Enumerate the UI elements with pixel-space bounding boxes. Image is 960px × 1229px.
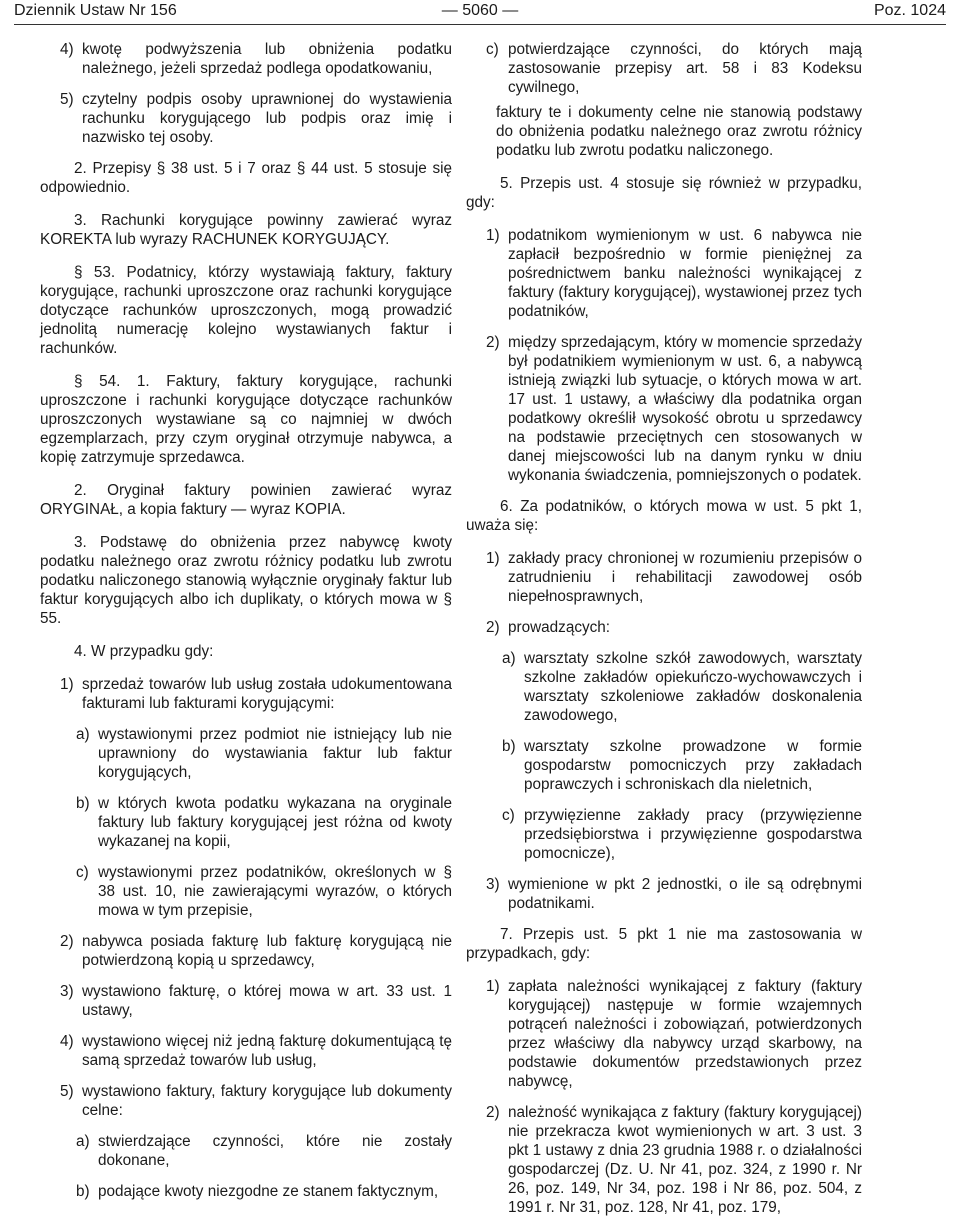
list-subitem: b) podające kwoty niezgodne ze stanem faktycznym, (76, 1183, 439, 1200)
paragraph: 4. W przypadku gdy: (74, 643, 214, 660)
paragraph-section-53: § 53. Podatnicy, którzy wystawiają faktury, faktury korygujące, rachunki uproszczone oraz rachunki korygujące dotyczące rachunków uproszczonych, mogą prowadzić jednolitą numerację kolejno wystawianych faktur i rachunków. (40, 264, 452, 357)
list-subitem: a) stwierdzające czynności, które nie zostały dokonane, (76, 1133, 452, 1169)
paragraph: 7. Przepis ust. 5 pkt 1 nie ma zastosowania w przypadkach, gdy: (466, 926, 862, 962)
list-item: 1) zapłata należności wynikającej z faktury (faktury korygującej) następuje w formie wzajemnych potrąceń należności i zobowiązań, potwierdzonych przez właściwy dla nabywcy urząd skarbowy, na podstawie dokumentów przedstawionych przez nabywcę, (486, 978, 862, 1090)
right-column (466, 40, 862, 1229)
paragraph: faktury te i dokumenty celne nie stanowią podstawy do obniżenia podatku należnego oraz zwrotu różnicy podatku lub zwrotu podatku naliczonego. (496, 104, 862, 159)
paragraph-section-54: § 54. 1. Faktury, faktury korygujące, rachunki uproszczone i rachunki korygujące dotyczące rachunków uproszczonych wystawiane są co najmniej w dwóch egzemplarzach, przy czym oryginał otrzymuje nabywca, a kopię zatrzymuje sprzedawca. (40, 373, 452, 466)
page-header (14, 0, 946, 26)
list-subitem: c) wystawionymi przez podatników, określonych w § 38 ust. 10, nie zawierającymi wyrazów, o których mowa w tym przepisie, (76, 864, 452, 919)
list-item: 2) między sprzedającym, który w momencie sprzedaży był podatnikiem wymienionym w ust. 6, a nabywcą istnieją związki lub sytuacje, o których mowa w art. 17 ust. 1 ustawy, a właściwy dla podatnika organ podatkowy określił wysokość obrotu u sprzedawcy na podstawie przeciętnych cen stosowanych w danej miejscowości lub na danym rynku w dniu wykonania świadczenia, pomniejszonych o podatek. (486, 334, 862, 484)
left-column (40, 40, 452, 1213)
list-item: 2) nabywca posiada fakturę lub fakturę korygującą nie potwierdzoną kopią u sprzedawcy, (60, 933, 452, 969)
paragraph: 6. Za podatników, o których mowa w ust. 5 pkt 1, uważa się: (466, 498, 862, 534)
list-item: 3) wymienione w pkt 2 jednostki, o ile są odrębnymi podatnikami. (486, 876, 862, 912)
list-subitem: b) w których kwota podatku wykazana na oryginale faktury lub faktury korygującej jest różna od kwoty wykazanej na kopii, (76, 795, 452, 850)
item-number: Poz. 1024 (873, 2, 946, 19)
list-subitem: c) potwierdzające czynności, do których mają zastosowanie przepisy art. 58 i 83 Kodeksu cywilnego, (486, 41, 862, 96)
list-item: 5) wystawiono faktury, faktury korygujące lub dokumenty celne: (60, 1083, 452, 1119)
journal-title: Dziennik Ustaw Nr 156 (14, 2, 177, 19)
list-item: 1) podatnikom wymienionym w ust. 6 nabywca nie zapłacił bezpośrednio w formie pieniężnej za pośrednictwem banku należności wynikającej z faktury (faktury korygującej), wystawionej przez tych podatników, (486, 227, 862, 320)
list-item: 3) wystawiono fakturę, o której mowa w art. 33 ust. 1 ustawy, (60, 983, 452, 1019)
list-subitem: b) warsztaty szkolne prowadzone w formie gospodarstw pomocniczych przy zakładach poprawczych i schroniskach dla nieletnich, (502, 738, 862, 793)
list-item: 1) sprzedaż towarów lub usług została udokumentowana fakturami lub fakturami korygującymi: (60, 676, 452, 712)
paragraph: 2. Oryginał faktury powinien zawierać wyraz ORYGINAŁ, a kopia faktury — wyraz KOPIA. (40, 482, 452, 518)
list-item: 4) kwotę podwyższenia lub obniżenia podatku należnego, jeżeli sprzedaż podlega opodatkowaniu, (60, 41, 452, 77)
paragraph: 2. Przepisy § 38 ust. 5 i 7 oraz § 44 ust. 5 stosuje się odpowiednio. (40, 160, 452, 196)
paragraph: 3. Podstawę do obniżenia przez nabywcę kwoty podatku należnego oraz zwrotu różnicy podatku lub zwrotu podatku naliczonego stanowią wyłącznie oryginały faktur lub faktur korygujących albo ich duplikaty, o których mowa w § 55. (40, 534, 452, 627)
list-item: 1) zakłady pracy chronionej w rozumieniu przepisów o zatrudnieniu i rehabilitacji zawodowej osób niepełnosprawnych, (486, 550, 862, 605)
list-subitem: a) warsztaty szkolne szkół zawodowych, warsztaty szkolne zakładów opiekuńczo-wychowawczych i warsztaty szkoleniowe zakładów doskonalenia zawodowego, (502, 650, 862, 724)
list-item: 2) należność wynikająca z faktury (faktury korygującej) nie przekracza kwot wymienionych w art. 3 ust. 3 pkt 1 ustawy z dnia 23 grudnia 1988 r. o działalności gospodarczej (Dz. U. Nr 41, poz. 324, z 1990 r. Nr 26, poz. 149, Nr 34, poz. 198 i Nr 86, poz. 504, z 1991 r. Nr 31, poz. 128, Nr 41, poz. 179, (486, 1104, 862, 1216)
list-subitem: c) przywięzienne zakłady pracy (przywięzienne przedsiębiorstwa i przywięzienne gospodarstwa pomocnicze), (502, 807, 862, 862)
list-subitem: a) wystawionymi przez podmiot nie istniejący lub nie uprawniony do wystawiania faktur lub faktur korygujących, (76, 726, 452, 781)
paragraph: 3. Rachunki korygujące powinny zawierać wyraz KOREKTA lub wyrazy RACHUNEK KORYGUJĄCY. (40, 212, 452, 248)
list-item: 5) czytelny podpis osoby uprawnionej do wystawienia rachunku korygującego lub podpis oraz imię i nazwisko tej osoby. (60, 91, 452, 146)
list-item: 2) prowadzących: (486, 619, 611, 636)
header-rule (14, 24, 946, 25)
page-number: — 5060 — (441, 2, 519, 19)
paragraph: 5. Przepis ust. 4 stosuje się również w przypadku, gdy: (466, 175, 862, 211)
list-item: 4) wystawiono więcej niż jedną fakturę dokumentującą tę samą sprzedaż towarów lub usług, (60, 1033, 452, 1069)
